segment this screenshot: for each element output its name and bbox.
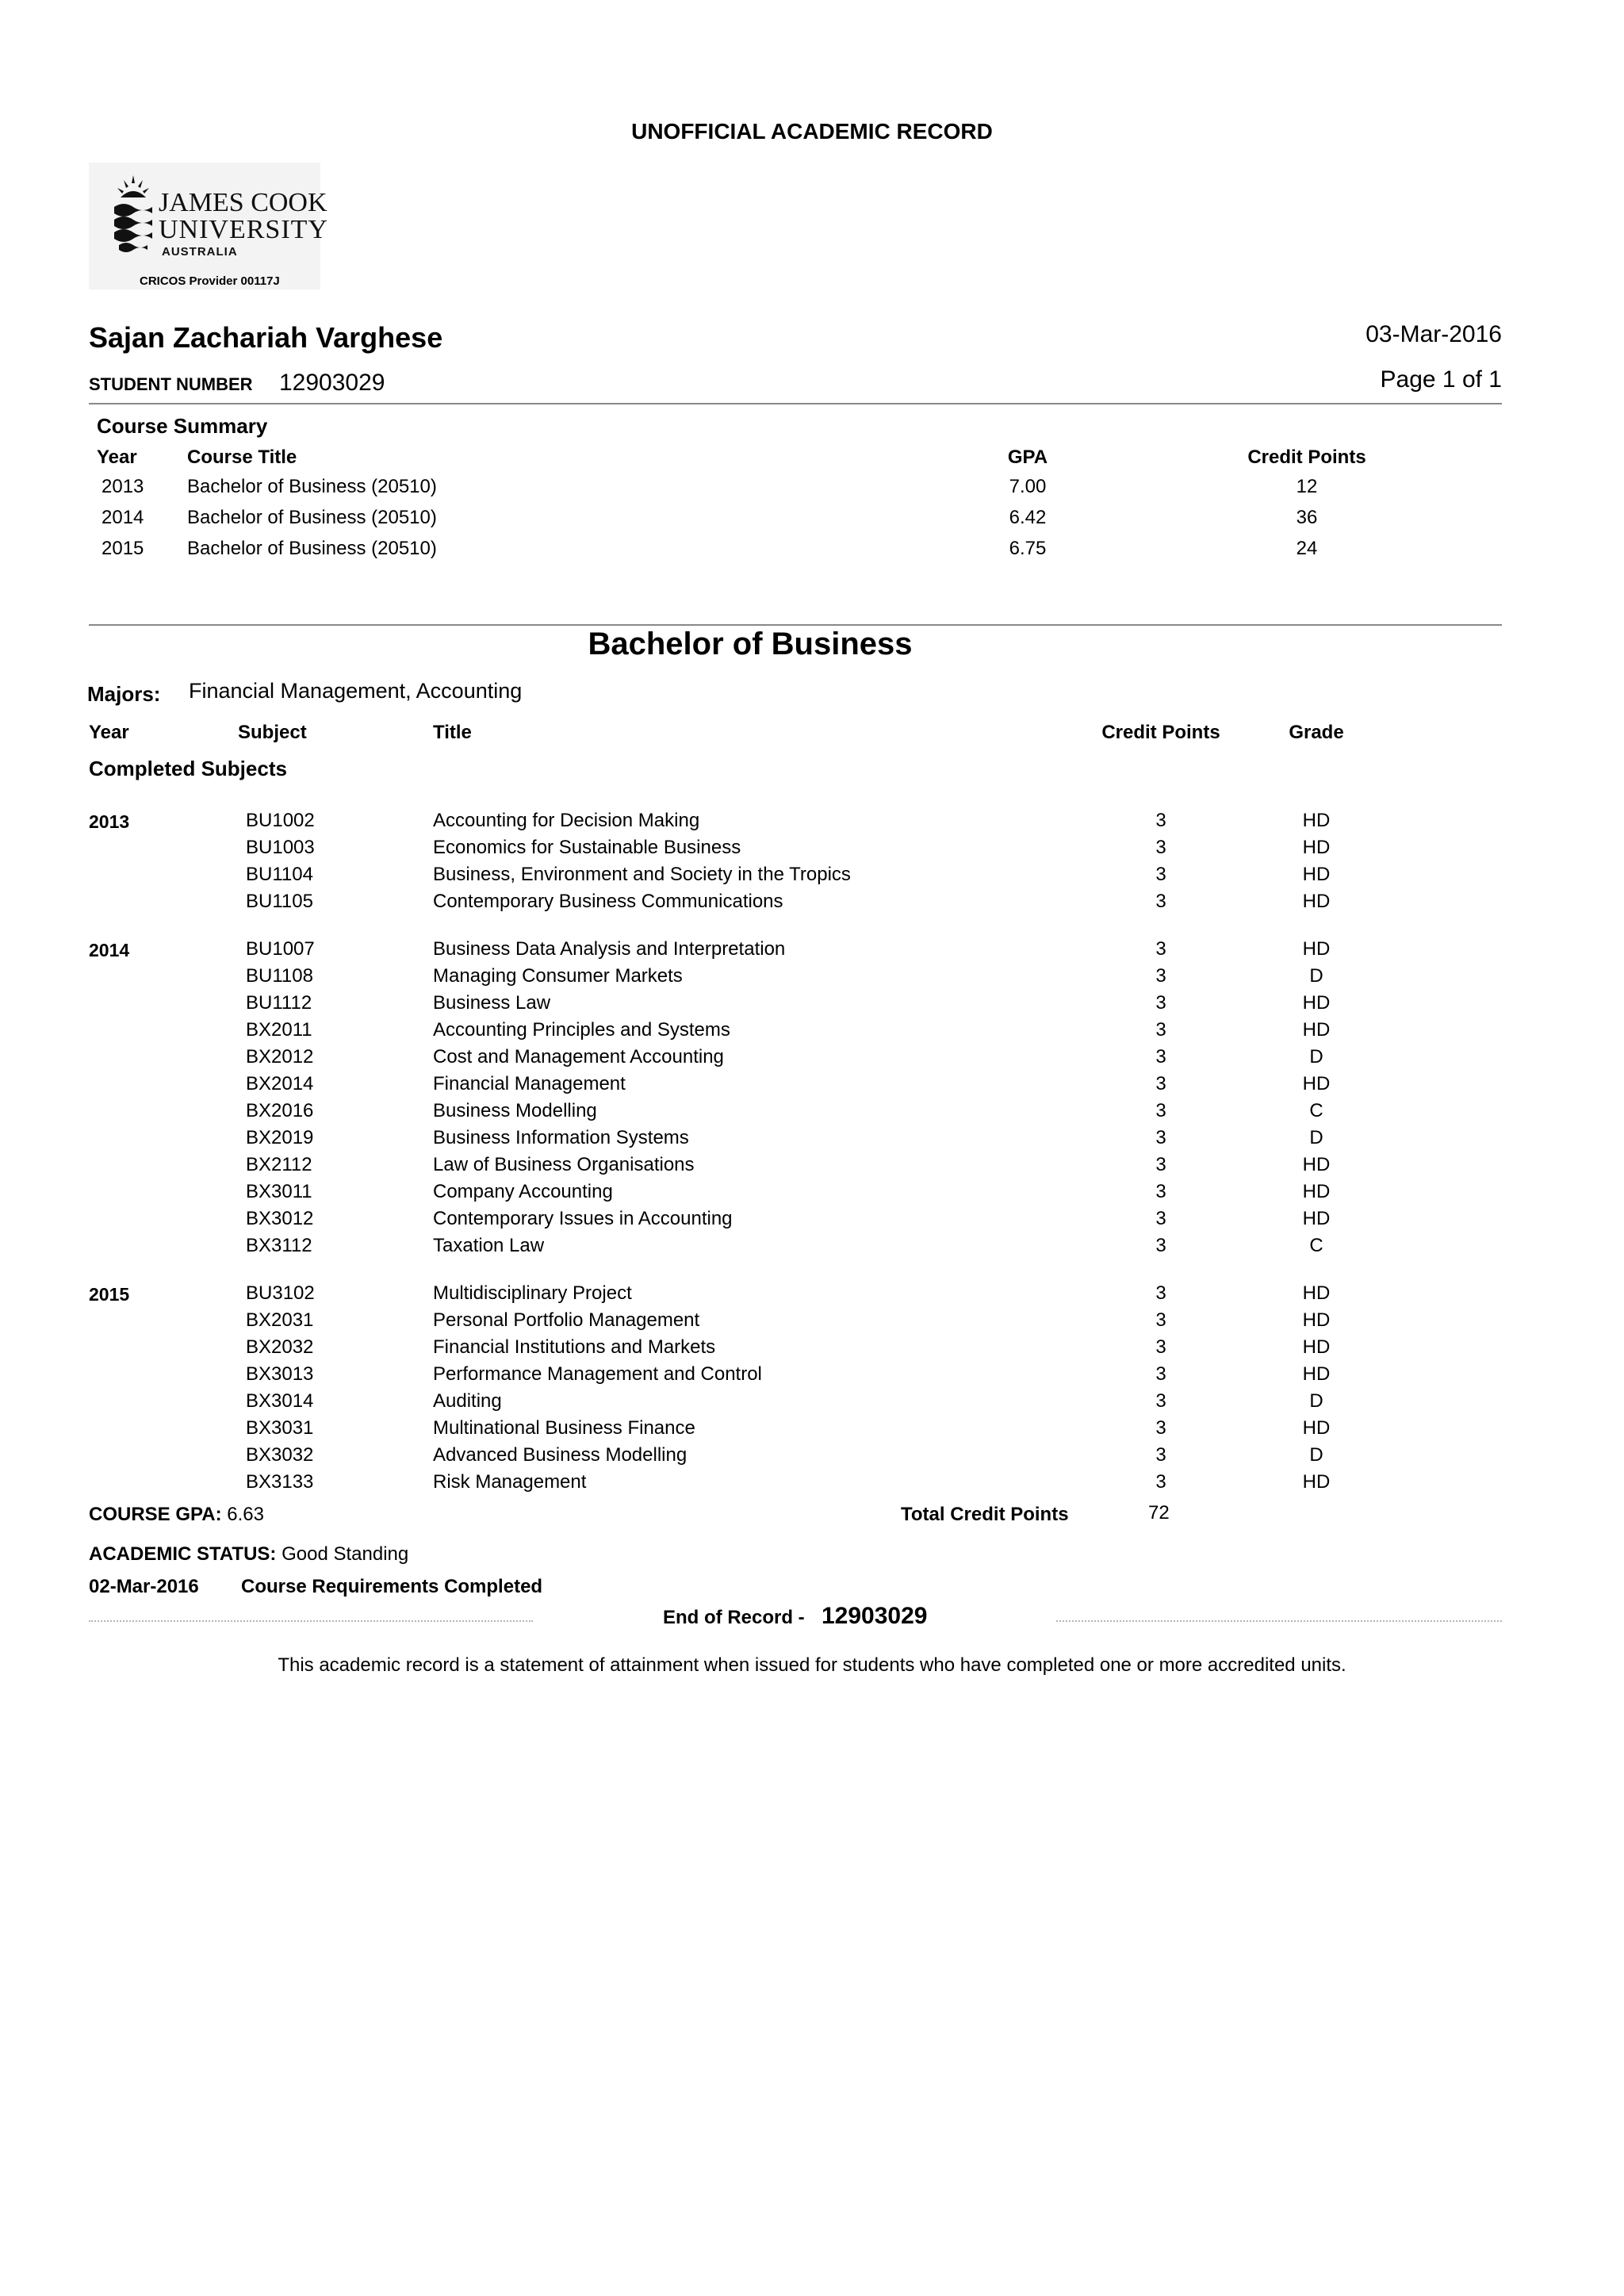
student-name: Sajan Zachariah Varghese	[89, 321, 443, 354]
subject-grade: HD	[1302, 891, 1331, 912]
majors-label: Majors:	[87, 682, 161, 706]
subject-grade: C	[1309, 1100, 1323, 1121]
course-title: Bachelor of Business	[588, 627, 913, 661]
university-name-line1: JAMES COOK	[159, 188, 327, 217]
subject-title: Contemporary Issues in Accounting	[433, 1208, 733, 1229]
end-of-record-number: 12903029	[822, 1603, 928, 1629]
student-number-label: STUDENT NUMBER	[89, 374, 253, 394]
subject-code: BX2014	[246, 1073, 314, 1094]
subject-credit-points: 3	[1155, 1154, 1166, 1175]
subject-grade: HD	[1302, 1282, 1331, 1304]
subjects-header-credit-points: Credit Points	[1101, 722, 1220, 743]
document-title: UNOFFICIAL ACADEMIC RECORD	[631, 119, 993, 144]
subject-title: Economics for Sustainable Business	[433, 837, 741, 858]
subject-grade: D	[1309, 1046, 1323, 1068]
subject-credit-points: 3	[1155, 1336, 1166, 1358]
subject-title: Multidisciplinary Project	[433, 1282, 632, 1304]
subject-title: Law of Business Organisations	[433, 1154, 695, 1175]
subject-grade: C	[1309, 1235, 1323, 1256]
requirement-text: Course Requirements Completed	[241, 1576, 543, 1597]
subject-credit-points: 3	[1155, 1309, 1166, 1331]
course-summary-header-gpa: GPA	[1007, 447, 1048, 468]
subject-grade: HD	[1302, 1154, 1331, 1175]
subject-grade: HD	[1302, 1073, 1331, 1094]
subject-title: Accounting Principles and Systems	[433, 1019, 730, 1041]
completed-subjects-label: Completed Subjects	[89, 757, 287, 780]
subject-title: Advanced Business Modelling	[433, 1444, 688, 1466]
page-number: Page 1 of 1	[1380, 366, 1502, 393]
subject-grade: HD	[1302, 1019, 1331, 1041]
subject-grade: HD	[1302, 1181, 1331, 1202]
subject-code: BX2012	[246, 1046, 314, 1068]
subject-credit-points: 3	[1155, 1282, 1166, 1304]
university-country: AUSTRALIA	[162, 245, 238, 259]
majors-value: Financial Management, Accounting	[189, 679, 523, 703]
subject-title: Business Data Analysis and Interpretation	[433, 938, 786, 960]
subject-code: BU3102	[246, 1282, 315, 1304]
subject-title: Risk Management	[433, 1471, 587, 1493]
course-summary-gpa: 6.42	[1009, 507, 1047, 528]
subject-title: Business Law	[433, 992, 551, 1014]
subject-grade: HD	[1302, 1208, 1331, 1229]
subject-title: Performance Management and Control	[433, 1363, 762, 1385]
subject-code: BU1002	[246, 810, 315, 831]
subject-title: Auditing	[433, 1390, 502, 1412]
subject-title: Company Accounting	[433, 1181, 613, 1202]
subject-grade: D	[1309, 1127, 1323, 1148]
course-summary-credit-points: 24	[1296, 538, 1318, 559]
academic-status-value: Good Standing	[282, 1543, 409, 1565]
student-number: 12903029	[279, 370, 385, 396]
course-summary-header-credit-points: Credit Points	[1247, 447, 1366, 468]
subjects-header-grade: Grade	[1289, 722, 1344, 743]
subject-credit-points: 3	[1155, 965, 1166, 987]
subject-code: BX3013	[246, 1363, 314, 1385]
subject-credit-points: 3	[1155, 1046, 1166, 1068]
subject-code: BX3112	[246, 1235, 312, 1256]
course-summary-header-course-title: Course Title	[187, 447, 297, 468]
subject-credit-points: 3	[1155, 1417, 1166, 1439]
jcu-crest-icon	[111, 174, 155, 259]
subject-title: Business, Environment and Society in the Tropics	[433, 864, 851, 885]
course-summary-gpa: 6.75	[1009, 538, 1047, 559]
subject-credit-points: 3	[1155, 864, 1166, 885]
subject-code: BX2016	[246, 1100, 314, 1121]
subject-grade: HD	[1302, 1336, 1331, 1358]
end-of-record-rule-right	[1056, 1620, 1502, 1622]
course-gpa	[89, 1504, 264, 1526]
subject-code: BU1104	[246, 864, 313, 885]
subject-credit-points: 3	[1155, 1181, 1166, 1202]
subject-credit-points: 3	[1155, 938, 1166, 960]
subject-title: Business Information Systems	[433, 1127, 689, 1148]
subjects-header-year: Year	[89, 722, 129, 743]
subject-grade: HD	[1302, 837, 1331, 858]
course-summary-header-year: Year	[97, 447, 137, 468]
issue-date: 03-Mar-2016	[1365, 321, 1502, 347]
section-divider	[89, 624, 1502, 626]
subject-code: BX3032	[246, 1444, 314, 1466]
subject-code: BX3012	[246, 1208, 314, 1229]
subject-grade: D	[1309, 1390, 1323, 1412]
requirement-date: 02-Mar-2016	[89, 1576, 199, 1597]
cricos-provider: CRICOS Provider 00117J	[140, 274, 280, 288]
end-of-record-rule-left	[89, 1620, 533, 1622]
subject-code: BX3014	[246, 1390, 314, 1412]
subject-title: Financial Institutions and Markets	[433, 1336, 716, 1358]
academic-status-label: ACADEMIC STATUS:	[89, 1543, 277, 1565]
subject-code: BX2112	[246, 1154, 312, 1175]
subject-credit-points: 3	[1155, 1100, 1166, 1121]
end-of-record-label: End of Record -	[663, 1607, 805, 1628]
course-summary-year: 2014	[102, 507, 144, 528]
subject-credit-points: 3	[1155, 1471, 1166, 1493]
subject-credit-points: 3	[1155, 1208, 1166, 1229]
subject-grade: HD	[1302, 810, 1331, 831]
subjects-header-title: Title	[433, 722, 472, 743]
subject-credit-points: 3	[1155, 1390, 1166, 1412]
university-name-line2: UNIVERSITY	[159, 215, 328, 244]
subject-title: Contemporary Business Communications	[433, 891, 783, 912]
subject-code: BU1105	[246, 891, 313, 912]
subject-code: BX2032	[246, 1336, 314, 1358]
subject-credit-points: 3	[1155, 1363, 1166, 1385]
subject-grade: HD	[1302, 1363, 1331, 1385]
header-divider	[89, 403, 1502, 404]
total-credit-points-label: Total Credit Points	[901, 1504, 1069, 1525]
subject-grade: HD	[1302, 1417, 1331, 1439]
course-summary-credit-points: 36	[1296, 507, 1318, 528]
course-summary-course-title: Bachelor of Business (20510)	[187, 538, 437, 559]
subject-code: BX3133	[246, 1471, 314, 1493]
subject-credit-points: 3	[1155, 1019, 1166, 1041]
record-statement: This academic record is a statement of attainment when issued for students who have completed one or more accredited units.	[278, 1654, 1346, 1676]
course-gpa-value: 6.63	[227, 1504, 264, 1525]
subject-code: BX3011	[246, 1181, 312, 1202]
subject-code: BU1108	[246, 965, 313, 987]
subject-title: Managing Consumer Markets	[433, 965, 683, 987]
subject-grade: HD	[1302, 1309, 1331, 1331]
subject-title: Taxation Law	[433, 1235, 545, 1256]
subject-code: BU1007	[246, 938, 315, 960]
subject-code: BU1003	[246, 837, 315, 858]
subject-grade: HD	[1302, 864, 1331, 885]
course-summary-title: Course Summary	[97, 414, 268, 438]
subject-code: BU1112	[246, 992, 312, 1014]
course-summary-course-title: Bachelor of Business (20510)	[187, 507, 437, 528]
subject-title: Financial Management	[433, 1073, 626, 1094]
subject-credit-points: 3	[1155, 1127, 1166, 1148]
subject-grade: HD	[1302, 1471, 1331, 1493]
course-summary-course-title: Bachelor of Business (20510)	[187, 476, 437, 497]
subject-year: 2015	[89, 1284, 130, 1305]
subject-code: BX3031	[246, 1417, 314, 1439]
course-summary-year: 2015	[102, 538, 144, 559]
subject-title: Cost and Management Accounting	[433, 1046, 724, 1068]
subject-credit-points: 3	[1155, 891, 1166, 912]
course-summary-gpa: 7.00	[1009, 476, 1047, 497]
subjects-header-subject: Subject	[238, 722, 307, 743]
subject-year: 2014	[89, 940, 130, 960]
course-gpa-label: COURSE GPA:	[89, 1504, 222, 1525]
subject-code: BX2031	[246, 1309, 314, 1331]
subject-credit-points: 3	[1155, 837, 1166, 858]
subject-grade: D	[1309, 1444, 1323, 1466]
subject-code: BX2019	[246, 1127, 314, 1148]
subject-code: BX2011	[246, 1019, 312, 1041]
university-logo	[89, 163, 328, 289]
subject-title: Multinational Business Finance	[433, 1417, 695, 1439]
subject-credit-points: 3	[1155, 1235, 1166, 1256]
course-summary-year: 2013	[102, 476, 144, 497]
subject-year: 2013	[89, 811, 130, 832]
total-credit-points-value: 72	[1148, 1502, 1170, 1524]
subject-credit-points: 3	[1155, 1073, 1166, 1094]
subject-title: Accounting for Decision Making	[433, 810, 700, 831]
subject-credit-points: 3	[1155, 810, 1166, 831]
subject-credit-points: 3	[1155, 1444, 1166, 1466]
subject-title: Personal Portfolio Management	[433, 1309, 700, 1331]
subject-grade: D	[1309, 965, 1323, 987]
subject-title: Business Modelling	[433, 1100, 597, 1121]
subject-grade: HD	[1302, 992, 1331, 1014]
subject-credit-points: 3	[1155, 992, 1166, 1014]
subject-grade: HD	[1302, 938, 1331, 960]
academic-status	[89, 1543, 408, 1566]
course-summary-credit-points: 12	[1296, 476, 1318, 497]
